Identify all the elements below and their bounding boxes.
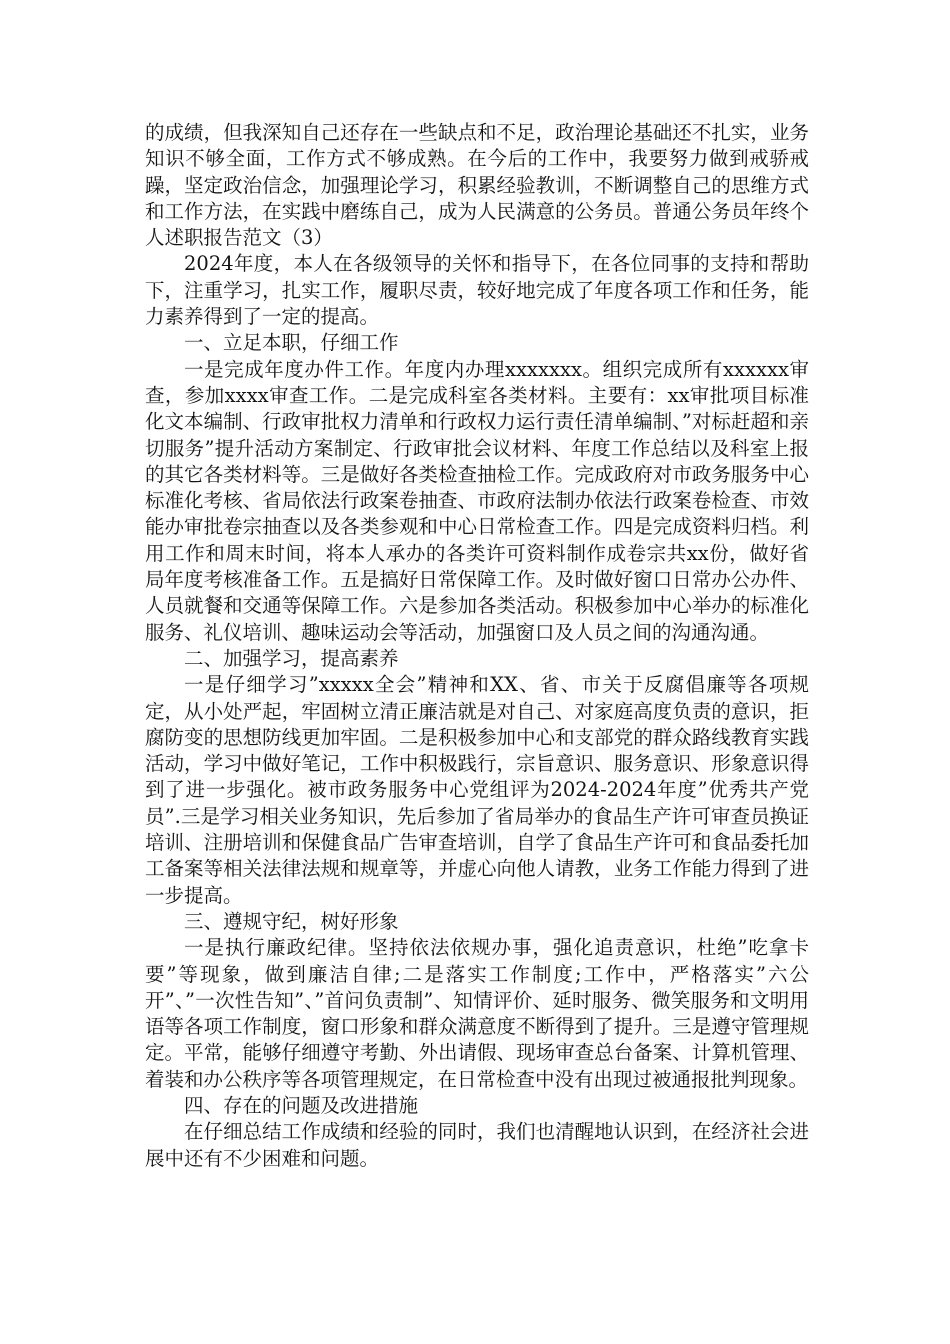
section-heading-2: 二、加强学习，提高素养 [184,646,399,670]
paragraph-section-1: 一是完成年度办件工作。年度内办理xxxxxxx。组织完成所有xxxxxx审查，参加xxxx审查工作。二是完成科室各类材料。主要有：xx审批项目标准化文本编制、行政审批权力清单和行政权力运行责任清单编制、”对标赶超和亲切服务”提升活动方案制定、行政审批会议材料、年度工作总结以及科室上报的其它各类材料等。三是做好各类检查抽检工作。完成政府对市政务服务中心标准化考核、省局依法行政案卷抽查、市政府法制办依法行政案卷检查、市效能办审批卷宗抽查以及各类参观和中心日常检查工作。四是完成资料归档。利用工作和周末时间，将本人承办的各类许可资料制作成卷宗共xx份，做好省局年度考核准备工作。五是搞好日常保障工作。及时做好窗口日常办公办件、人员就餐和交通等保障工作。六是参加各类活动。积极参加中心举办的标准化服务、礼仪培训、趣味运动会等活动，加强窗口及人员之间的沟通沟通。 [145,357,809,644]
paragraph-section-3: 一是执行廉政纪律。坚持依法依规办事，强化追责意识，杜绝”吃拿卡要”等现象，做到廉洁自律;二是落实工作制度;工作中，严格落实”六公开”、”一次性告知”、”首问负责制”、知情评价、延时服务、微笑服务和文明用语等各项工作制度，窗口形象和群众满意度不断得到了提升。三是遵守管理规定。平常，能够仔细遵守考勤、外出请假、现场审查总台备案、计算机管理、着装和办公秩序等各项管理规定，在日常检查中没有出现过被通报批判现象。 [145,936,809,1091]
document-body [145,120,809,1172]
section-heading-4: 四、存在的问题及改进措施 [184,1093,419,1117]
paragraph-section-4: 在仔细总结工作成绩和经验的同时，我们也清醒地认识到，在经济社会进展中还有不少困难和问题。 [145,1120,809,1170]
section-heading-1: 一、立足本职，仔细工作 [184,331,399,355]
paragraph-intro: 2024年度，本人在各级领导的关怀和指导下，在各位同事的支持和帮助下，注重学习，扎实工作，履职尽责，较好地完成了年度各项工作和任务，能力素养得到了一定的提高。 [145,252,809,329]
paragraph-section-2: 一是仔细学习”xxxxx全会”精神和XX、省、市关于反腐倡廉等各项规定，从小处严起，牢固树立清正廉洁就是对自己、对家庭高度负责的意识，拒腐防变的思想防线更加牢固。二是积极参加中心和支部党的群众路线教育实践活动，学习中做好笔记，工作中积极践行，宗旨意识、服务意识、形象意识得到了进一步强化。被市政务服务中心党组评为2024-2024年度”优秀共产党员”.三是学习相关业务知识，先后参加了省局举办的食品生产许可审查员换证培训、注册培训和保健食品广告审查培训，自学了食品生产许可和食品委托加工备案等相关法律法规和规章等，并虚心向他人请教，业务工作能力得到了进一步提高。 [145,673,809,907]
section-heading-3: 三、遵规守纪，树好形象 [184,909,399,933]
paragraph-continuation: 的成绩，但我深知自己还存在一些缺点和不足，政治理论基础还不扎实，业务知识不够全面，工作方式不够成熟。在今后的工作中，我要努力做到戒骄戒躁，坚定政治信念，加强理论学习，积累经验教训，不断调整自己的思维方式和工作方法，在实践中磨练自己，成为人民满意的公务员。普通公务员年终个人述职报告范文（3） [145,121,809,250]
